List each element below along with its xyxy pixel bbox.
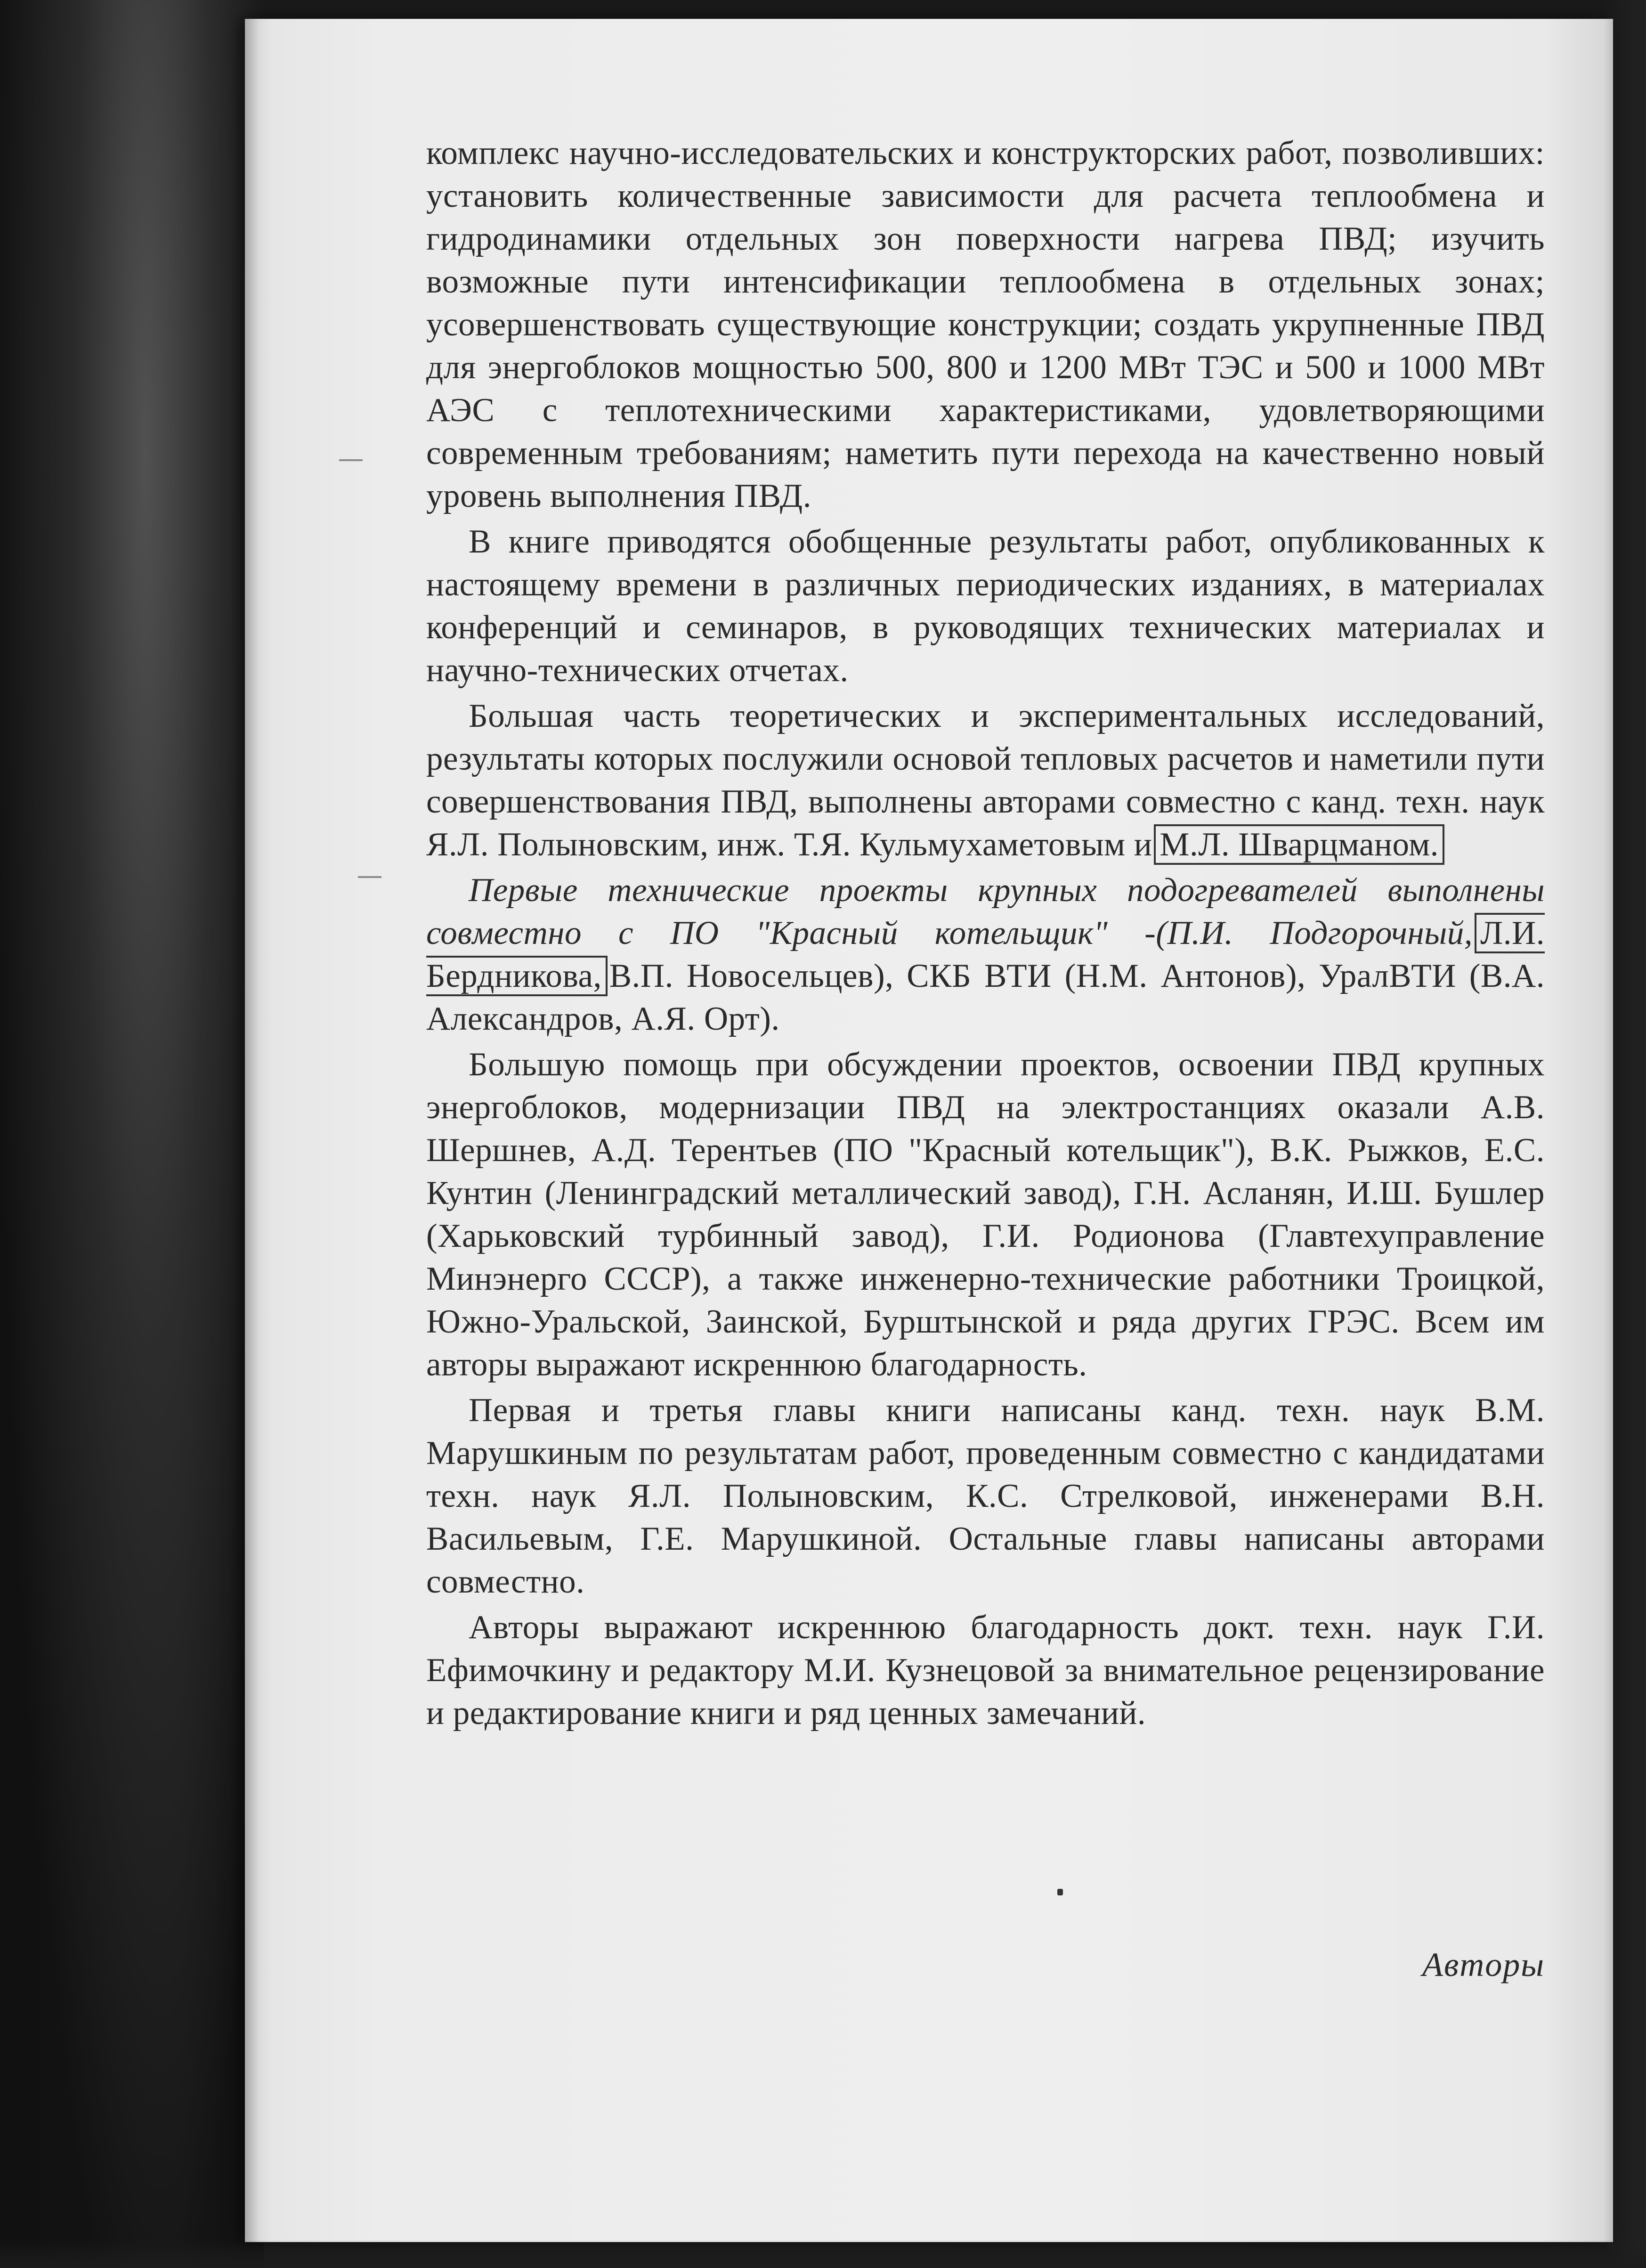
paragraph-4 bbox=[426, 869, 1545, 1041]
bottom-edge-shadow bbox=[0, 2240, 1646, 2268]
ink-speck bbox=[1057, 1889, 1063, 1895]
boxed-name-berdnikova: Л.И. Бердникова, bbox=[426, 913, 1545, 996]
book-spine-shadow bbox=[0, 0, 264, 2268]
paragraph-7: Авторы выражают искреннюю благодарность докт. техн. наук Г.И. Ефимочкину и редактору М.И. Кузнецовой за внимательное рецензирование и редактирование книги и ряд ценных замечаний. bbox=[426, 1609, 1545, 1731]
paragraph-4-text-before: Первые технические проекты крупных подогревателей выполнены совместно с ПО "Красный котельщик" -(П.И. Подгорочный, bbox=[426, 872, 1545, 951]
paragraph-6: Первая и третья главы книги написаны канд. техн. наук В.М. Марушкиным по результатам работ, проведенным совместно с кандидатами техн. наук Я.Л. Полыновским, К.С. Стрелковой, инженерами В.Н. Васильевым, Г.Е. Марушкиной. Остальные главы написаны авторами совместно. bbox=[426, 1392, 1545, 1600]
paragraph-3-text: Большая часть теоретических и экспериментальных исследований, результаты которых послужили основой тепловых расчетов и наметили пути совершенствования ПВД, выполнены авторами совместно с канд. техн. наук Я.Л. Полыновским, инж. Т.Я. Кульмухаметовым и bbox=[426, 698, 1545, 863]
right-edge-shadow bbox=[1604, 0, 1646, 2268]
margin-mark bbox=[339, 459, 363, 461]
boxed-name-shvartsman: М.Л. Шварцманом. bbox=[1154, 824, 1444, 865]
paragraph-3 bbox=[426, 695, 1545, 866]
paragraph-5: Большую помощь при обсуждении проектов, освоении ПВД крупных энергоблоков, модернизации ПВД на электростанциях оказали А.В. Шершнев, А.Д. Терентьев (ПО "Красный котельщик"), В.К. Рыжков, Е.С. Кунтин (Ленинградский металлический завод), Г.Н. Асланян, И.Ш. Бушлер (Харьковский турбинный завод), Г.И. Родионова (Главтехуправление Минэнерго СССР), а также инженерно-технические работники Троицкой, Южно-Уральской, Заинской, Бурштынской и ряда других ГРЭС. Всем им авторы выражают искреннюю благодарность. bbox=[426, 1046, 1545, 1383]
paragraph-2: В книге приводятся обобщенные результаты работ, опубликованных к настоящему времени в различных периодических изданиях, в материалах конференций и семинаров, в руководящих технических материалах и научно-технических отчетах. bbox=[426, 523, 1545, 689]
body-text bbox=[426, 132, 1545, 1735]
paragraph-4-text-after: В.П. Новосельцев), СКБ ВТИ (Н.М. Антонов), УралВТИ (В.А. Александров, А.Я. Орт). bbox=[426, 958, 1545, 1037]
margin-mark bbox=[358, 876, 381, 878]
page-edge bbox=[245, 19, 259, 2242]
signature-authors: Авторы bbox=[1422, 1946, 1545, 1983]
paragraph-1: комплекс научно-исследовательских и конструкторских работ, позволивших: установить количественные зависимости для расчета теплообмена и гидродинамики отдельных зон поверхности нагрева ПВД; изучить возможные пути интенсификации теплообмена в отдельных зонах; усовершенствовать существующие конструкции; создать укрупненные ПВД для энергоблоков мощностью 500, 800 и 1200 МВт ТЭС и 500 и 1000 МВт АЭС с теплотехническими характеристиками, удовлетворяющими современным требованиям; наметить пути перехода на качественно новый уровень выполнения ПВД. bbox=[426, 135, 1545, 514]
